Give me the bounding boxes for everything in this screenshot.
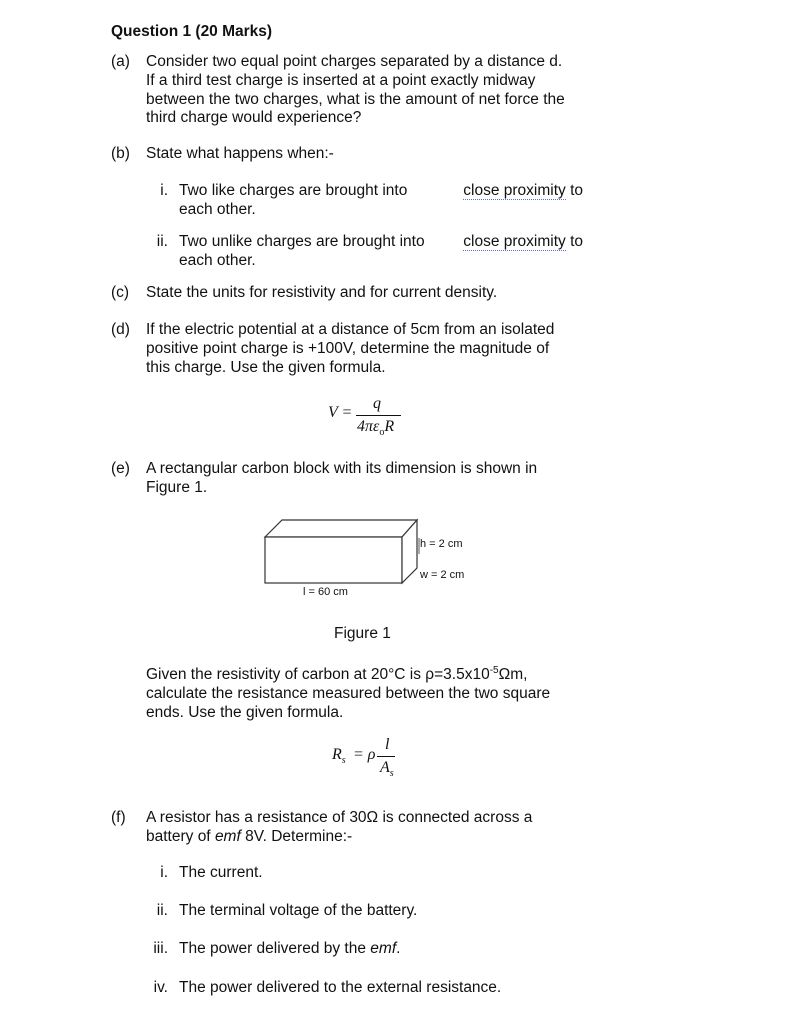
formula-numerator: l: [385, 736, 390, 753]
part-e-given: [146, 662, 583, 723]
fraction-bar: [356, 415, 401, 416]
part-f-text: [146, 809, 583, 847]
part-f-item: The power delivered to the external resistance.: [179, 979, 502, 996]
width-label: w = 2 cm: [420, 569, 465, 581]
part-f-item: The current.: [179, 864, 263, 881]
roman-numeral: iv.: [153, 979, 168, 996]
part-b-text: State what happens when:-: [146, 145, 334, 162]
given-line: calculate the resistance measured between the two square: [146, 684, 551, 702]
part-d-label: (d): [111, 321, 130, 338]
formula-numerator: q: [373, 395, 381, 412]
part-b-item: [179, 233, 583, 271]
formula-lhs: $R_s$: [332, 746, 346, 767]
part-e-line: A rectangular carbon block with its dimension is shown in: [146, 460, 538, 477]
part-f-label: (f): [111, 809, 126, 826]
block-top-face: [265, 520, 417, 537]
roman-numeral: iii.: [153, 940, 168, 957]
part-d-line: this charge. Use the given formula.: [146, 358, 386, 376]
item-text: each other.: [179, 251, 256, 269]
figure-caption: Figure 1: [334, 625, 391, 642]
part-f-item: The power delivered by the emf.: [179, 940, 401, 957]
fraction-bar: [377, 756, 395, 757]
carbon-block-figure: [255, 510, 485, 605]
part-a-text: [146, 53, 583, 128]
item-text: Two like charges are brought into: [179, 182, 408, 199]
question-title: Question 1 (20 Marks): [111, 23, 273, 40]
part-e-label: (e): [111, 460, 130, 477]
given-line: ends. Use the given formula.: [146, 703, 344, 721]
spellcheck-underline[interactable]: close proximity: [463, 233, 566, 250]
length-label: l = 60 cm: [303, 586, 348, 598]
part-b-label: (b): [111, 145, 130, 162]
part-e-text: [146, 460, 583, 498]
part-e-line: Figure 1.: [146, 478, 208, 496]
part-a-line: If a third test charge is inserted at a point exactly midway: [146, 71, 536, 89]
roman-numeral: ii.: [156, 233, 168, 250]
roman-numeral: i.: [160, 182, 168, 199]
spellcheck-underline[interactable]: close proximity: [463, 182, 566, 199]
part-a-line: Consider two equal point charges separated by a distance d.: [146, 53, 563, 70]
given-line: Given the resistivity of carbon at 20°C is $\rho=3.5x10^{-5}\Omega m$,: [146, 665, 528, 684]
part-d-line: If the electric potential at a distance of 5cm from an isolated: [146, 321, 555, 338]
part-b-item: [179, 182, 583, 220]
part-c-label: (c): [111, 284, 130, 301]
roman-numeral: ii.: [156, 902, 168, 919]
item-text: to: [565, 233, 583, 250]
formula-denominator: $A_s$: [380, 759, 394, 780]
block-front-face: [265, 537, 402, 583]
part-a-line: third charge would experience?: [146, 109, 362, 127]
part-c-text: State the units for resistivity and for current density.: [146, 284, 498, 301]
formula-eq: = ρ: [353, 746, 376, 763]
part-a-line: between the two charges, what is the amount of net force the: [146, 90, 565, 108]
item-text: to: [565, 182, 583, 199]
part-a-label: (a): [111, 53, 130, 70]
part-d-line: positive point charge is +100V, determine the magnitude of: [146, 339, 550, 357]
part-f-line: battery of emf 8V. Determine:-: [146, 827, 353, 845]
formula-lhs: V =: [328, 404, 353, 421]
part-f-item: The terminal voltage of the battery.: [179, 902, 418, 919]
part-d-text: [146, 321, 583, 377]
item-text: Two unlike charges are brought into: [179, 233, 425, 250]
item-text: each other.: [179, 200, 256, 218]
roman-numeral: i.: [160, 864, 168, 881]
formula-denominator: $4\pi\varepsilon_oR$: [357, 418, 395, 439]
height-label: h = 2 cm: [420, 538, 463, 550]
part-f-line: A resistor has a resistance of 30Ω is connected across a: [146, 809, 533, 826]
